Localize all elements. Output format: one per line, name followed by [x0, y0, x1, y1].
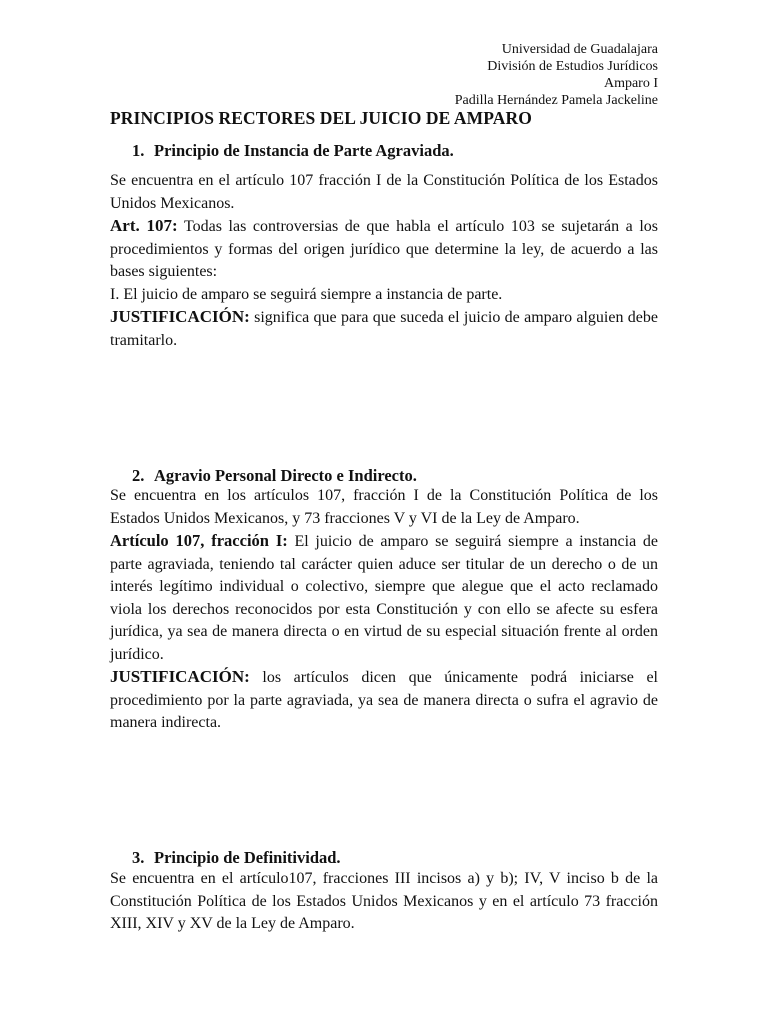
section-2-intro: Se encuentra en los artículos 107, fracción I de la Constitución Política de los Estados Unidos Mexicanos, y 73 fracciones V y VI de la Ley de Amparo. — [110, 487, 658, 527]
header-author: Padilla Hernández Pamela Jackeline — [454, 93, 658, 108]
section-1-article-line2: I. El juicio de amparo se seguirá siempre a instancia de parte. — [110, 285, 503, 303]
section-2-justification-label: JUSTIFICACIÓN: — [110, 667, 250, 686]
section-1-article-text: Todas las controversias de que habla el artículo 103 se sujetarán a los procedimientos y formas del origen jurídico que determine la ley, de acuerdo a las bases siguientes: — [110, 218, 658, 280]
section-1-number: 1. — [132, 141, 145, 160]
section-3-heading — [132, 848, 341, 868]
section-1-justification-label: JUSTIFICACIÓN: — [110, 307, 250, 326]
section-1-justification — [110, 306, 658, 352]
section-3-title: Principio de Definitividad. — [154, 848, 341, 867]
section-2-justification — [110, 666, 658, 735]
section-1-body — [110, 170, 658, 352]
section-2-body — [110, 485, 658, 735]
section-2-article-label: Artículo 107, fracción I: — [110, 531, 288, 550]
section-2-justification-text: los artículos dicen que únicamente podrá iniciarse el procedimiento por la parte agraviada, ya sea de manera directa o sufra el agravio de manera indirecta. — [110, 669, 658, 731]
section-2-article — [110, 530, 658, 666]
section-3-number: 3. — [132, 848, 145, 867]
section-1-heading — [132, 141, 454, 161]
document-title: PRINCIPIOS RECTORES DEL JUICIO DE AMPARO — [110, 108, 532, 128]
section-2-heading — [132, 466, 417, 486]
section-2-title: Agravio Personal Directo e Indirecto. — [154, 466, 417, 485]
section-3-intro: Se encuentra en el artículo107, fracciones III incisos a) y b); IV, V inciso b de la Constitución Política de los Estados Unidos Mexicanos y en el artículo 73 fracción XIII, XIV y XV de la Ley de Amparo. — [110, 870, 658, 932]
header-university: Universidad de Guadalajara — [501, 42, 658, 57]
section-1-justification-text: significa que para que suceda el juicio de amparo alguien debe tramitarlo. — [110, 309, 658, 349]
section-3-body — [110, 868, 658, 936]
header-course: Amparo I — [603, 76, 658, 91]
document-header — [455, 41, 658, 109]
section-1-intro: Se encuentra en el artículo 107 fracción I de la Constitución Política de los Estados Unidos Mexicanos. — [110, 172, 658, 212]
section-2-number: 2. — [132, 466, 145, 485]
header-division: División de Estudios Jurídicos — [487, 59, 658, 74]
section-1-article — [110, 215, 658, 284]
section-1-article-label: Art. 107: — [110, 216, 178, 235]
section-2-article-text: El juicio de amparo se seguirá siempre a instancia de parte agraviada, teniendo tal carácter quien aduce ser titular de un derecho o de un interés legítimo individual o colectivo, siempre que alegue que el acto reclamado viola los derechos reconocidos por esta Constitución y con ello se afecte su esfera jurídica, ya sea de manera directa o en virtud de su especial situación frente al orden jurídico. — [110, 533, 659, 663]
section-1-title: Principio de Instancia de Parte Agraviada. — [154, 141, 454, 160]
